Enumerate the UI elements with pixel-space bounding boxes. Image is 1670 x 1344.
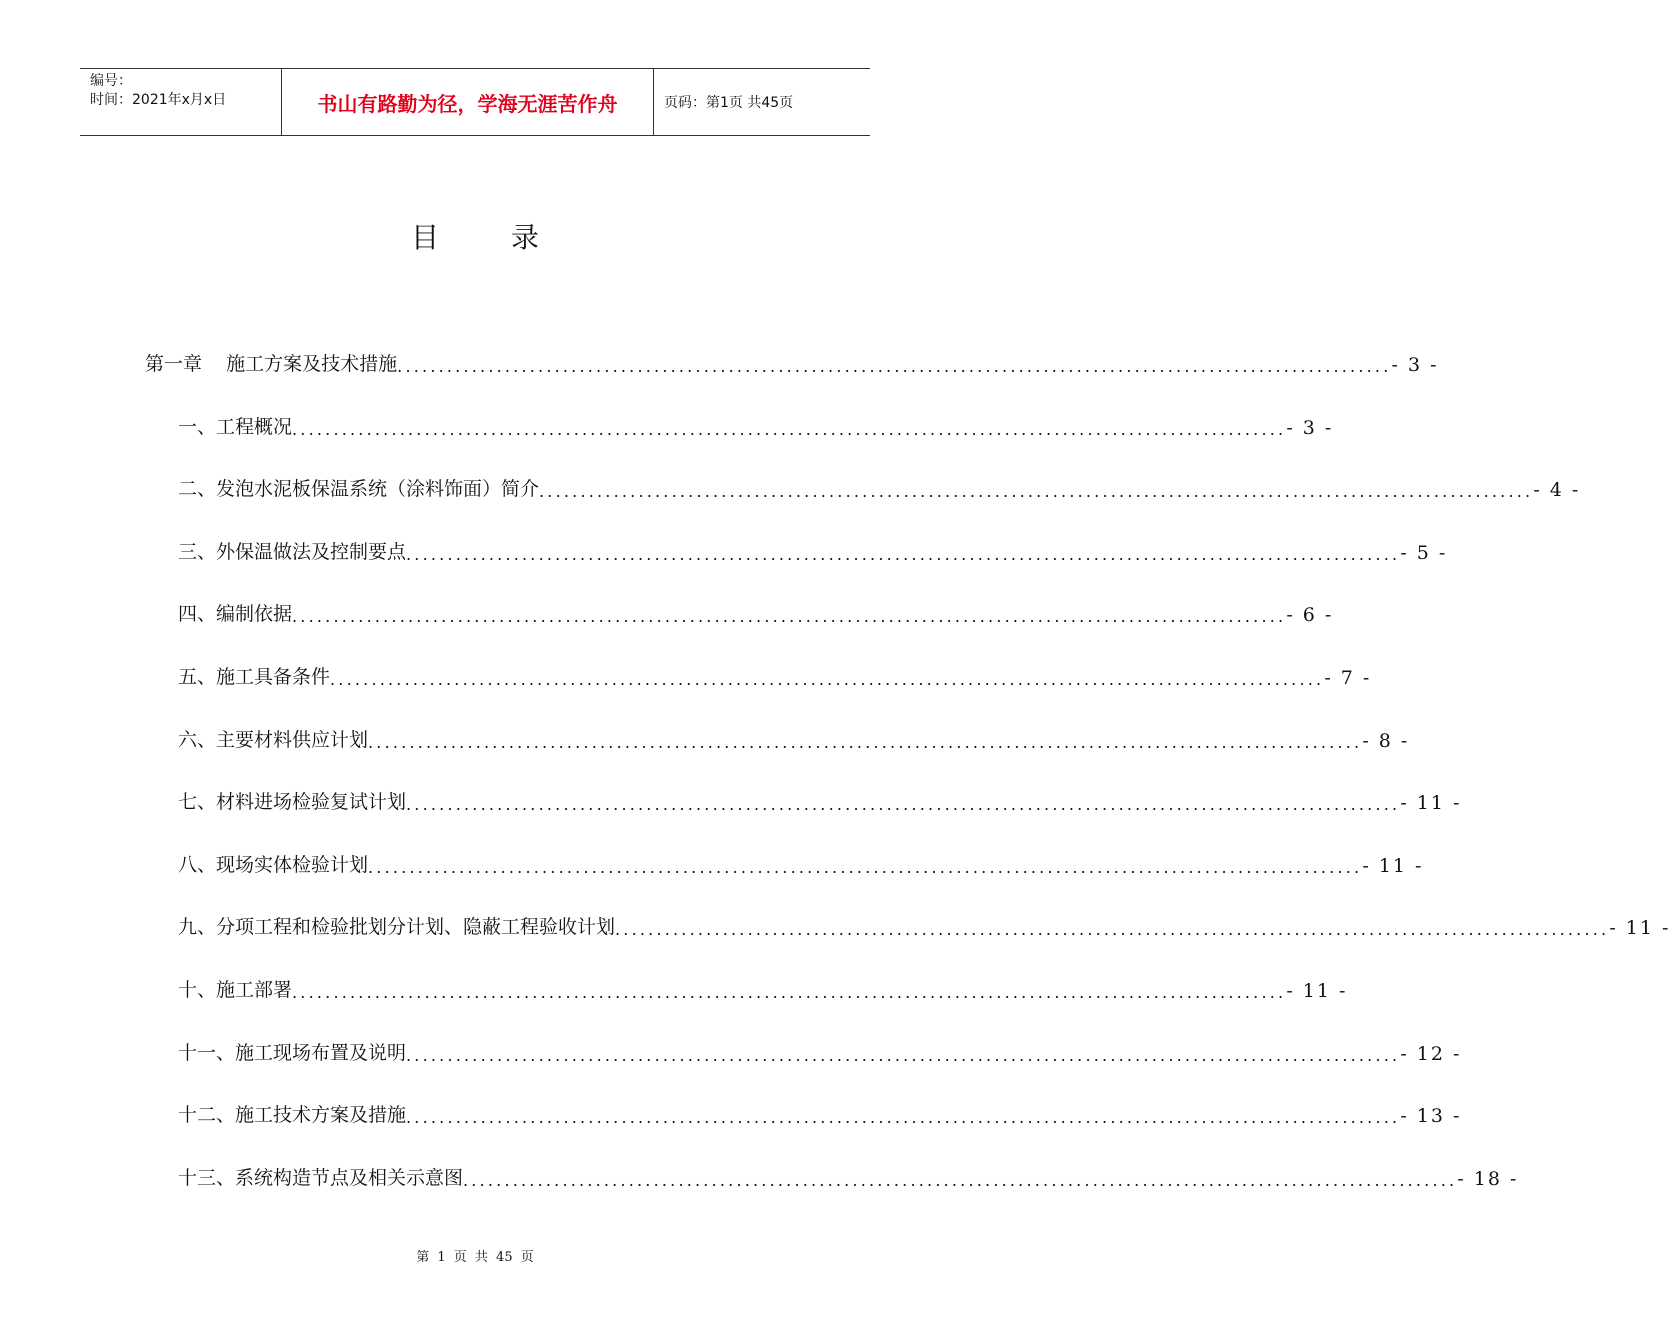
toc-entry-page: - 6 - xyxy=(1286,604,1334,627)
toc-entry-page: - 5 - xyxy=(1400,541,1448,564)
header-page-info: 页码：第1页 共45页 xyxy=(664,95,794,111)
toc-entry[interactable] xyxy=(178,1160,1519,1190)
toc-leader-dots: ........................................................................................................................ xyxy=(397,357,1392,376)
toc-leader-dots: ........................................................................................................................ xyxy=(292,607,1287,627)
toc-leader-dots: ........................................................................................................................ xyxy=(463,1170,1458,1190)
toc-entry-page: - 18 - xyxy=(1457,1167,1519,1190)
toc-leader-dots: ........................................................................................................................ xyxy=(615,920,1610,940)
toc-entry-page: - 4 - xyxy=(1533,479,1581,502)
header-table xyxy=(80,68,870,136)
toc-entry-label: 一、工程概况 xyxy=(178,415,293,438)
toc-entry[interactable] xyxy=(178,909,1670,940)
toc-entry[interactable] xyxy=(178,471,1581,502)
toc-entry-label: 五、施工具备条件 xyxy=(178,666,331,688)
toc-entry-page: - 7 - xyxy=(1324,667,1372,689)
toc-entry[interactable] xyxy=(178,847,1424,877)
toc-entry[interactable] xyxy=(145,346,1439,376)
toc-entry[interactable] xyxy=(178,1035,1462,1065)
toc-leader-dots: ........................................................................................................................ xyxy=(539,482,1534,502)
toc-leader-dots: ........................................................................................................................ xyxy=(368,732,1363,752)
toc-entry-page: - 11 - xyxy=(1362,854,1424,877)
toc-entry[interactable] xyxy=(178,534,1448,564)
toc-leader-dots: ........................................................................................................................ xyxy=(406,1045,1401,1065)
toc-entry-page: - 13 - xyxy=(1400,1105,1462,1128)
toc-entry-page: - 11 - xyxy=(1609,917,1670,940)
toc-entry-label: 十一、施工现场布置及说明 xyxy=(178,1041,407,1064)
toc-entry-page: - 11 - xyxy=(1286,980,1348,1002)
toc-entry-page: - 11 - xyxy=(1400,792,1462,815)
document-number-label: 编号： xyxy=(90,73,132,89)
toc-entry[interactable] xyxy=(178,972,1348,1002)
toc-entry-page: - 3 - xyxy=(1391,354,1439,376)
toc-entry-label: 九、分项工程和检验批划分计划、隐蔽工程验收计划 xyxy=(178,916,616,939)
toc-entry-label: 三、外保温做法及控制要点 xyxy=(178,540,407,563)
toc-entry-page: - 12 - xyxy=(1400,1042,1462,1065)
toc-entry[interactable] xyxy=(178,596,1334,627)
toc-entry-page: - 3 - xyxy=(1286,416,1334,439)
toc-leader-dots: ........................................................................................................................ xyxy=(406,1108,1401,1128)
toc-entry[interactable] xyxy=(178,409,1334,439)
toc-leader-dots: ........................................................................................................................ xyxy=(292,983,1287,1002)
toc-leader-dots: ........................................................................................................................ xyxy=(330,670,1325,689)
toc-entry-label: 四、编制依据 xyxy=(178,603,293,626)
page-footer: 第 1 页 共 45 页 xyxy=(416,1250,534,1265)
document-time-label: 时间：2021年x月x日 xyxy=(90,92,227,108)
page-title: 目录 xyxy=(410,221,611,254)
toc-entry-label: 七、材料进场检验复试计划 xyxy=(178,791,407,814)
toc-entry[interactable] xyxy=(178,1097,1462,1128)
toc-entry-label: 第一章 施工方案及技术措施 xyxy=(145,353,398,375)
toc-entry[interactable] xyxy=(178,659,1372,689)
toc-entry-label: 八、现场实体检验计划 xyxy=(178,853,369,876)
toc-leader-dots: ........................................................................................................................ xyxy=(406,544,1401,564)
toc-entry-label: 六、主要材料供应计划 xyxy=(178,728,369,751)
toc-leader-dots: ........................................................................................................................ xyxy=(368,857,1363,877)
toc-leader-dots: ........................................................................................................................ xyxy=(406,795,1401,815)
toc-entry-page: - 8 - xyxy=(1362,729,1410,752)
toc-entry[interactable] xyxy=(178,784,1462,815)
toc-entry-label: 二、发泡水泥板保温系统（涂料饰面）简介 xyxy=(178,478,540,501)
header-meta-cell xyxy=(80,69,282,135)
toc-entry-label: 十二、施工技术方案及措施 xyxy=(178,1104,407,1127)
toc-leader-dots: ........................................................................................................................ xyxy=(292,419,1287,439)
toc-entry-label: 十三、系统构造节点及相关示意图 xyxy=(178,1166,464,1189)
toc-entry-label: 十、施工部署 xyxy=(178,979,293,1001)
toc-entry[interactable] xyxy=(178,722,1410,752)
header-motto: 书山有路勤为径，学海无涯苦作舟 xyxy=(282,69,654,135)
